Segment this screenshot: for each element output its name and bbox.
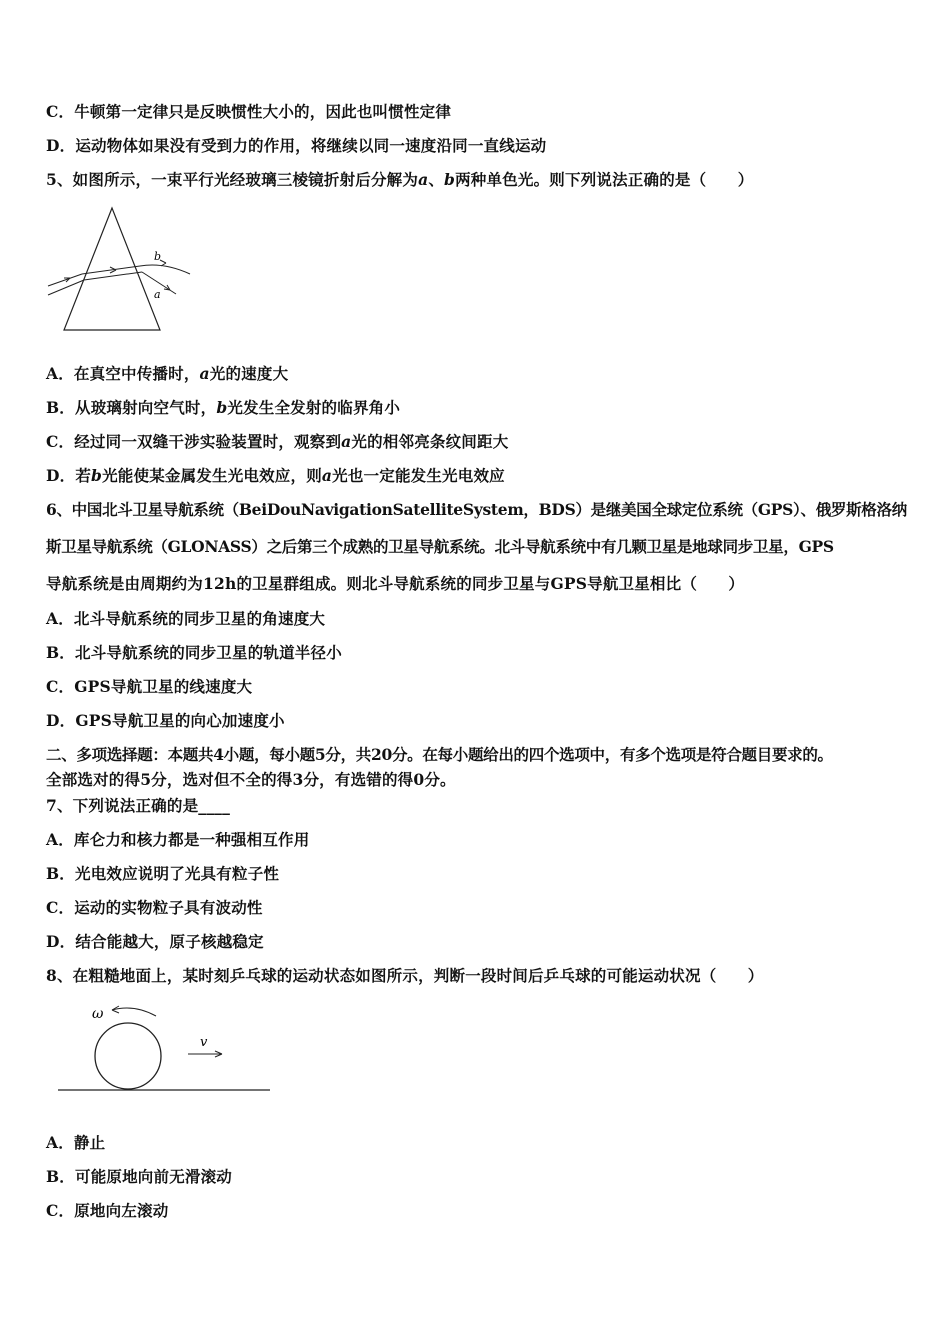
q5-stem xyxy=(46,170,753,190)
q5-optB-pre: B．从玻璃射向空气时， xyxy=(46,398,217,417)
q7-option-d: D．结合能越大，原子核越稳定 xyxy=(46,932,264,951)
q4-option-d: D．运动物体如果没有受到力的作用，将继续以同一速度沿同一直线运动 xyxy=(46,136,547,155)
q7-option-a: A．库仑力和核力都是一种强相互作用 xyxy=(46,830,310,849)
q5-stem-sep: 、 xyxy=(428,170,445,189)
omega-label: ω xyxy=(92,1006,104,1022)
q6-option-d: D．GPS导航卫星的向心加速度小 xyxy=(46,711,285,730)
q6-stem-line1: 6、中国北斗卫星导航系统（BeiDouNavigationSatelliteSystem，BDS）是继美国全球定位系统（GPS）、俄罗斯格洛纳 xyxy=(46,500,907,519)
q6-stem-line3: 导航系统是由周期约为12h的卫星群组成。则北斗导航系统的同步卫星与GPS导航卫星相比（ ） xyxy=(46,574,745,593)
section2-header-line1: 二、多项选择题：本题共4小题，每小题5分，共20分。在每小题给出的四个选项中，有多个选项是符合题目要求的。 xyxy=(46,745,833,764)
q5-optD-var1: b xyxy=(91,466,103,485)
q6-stem-line2: 斯卫星导航系统（GLONASS）之后第三个成熟的卫星导航系统。北斗导航系统中有几颗卫星是地球同步卫星，GPS xyxy=(46,537,834,556)
q5-option-b xyxy=(46,398,400,418)
q5-stem-b: b xyxy=(444,170,456,189)
q5-stem-a: a xyxy=(418,170,429,189)
q5-optB-post: 光发生全发射的临界角小 xyxy=(227,398,401,417)
q7-option-c: C．运动的实物粒子具有波动性 xyxy=(46,898,263,917)
q6-option-c: C．GPS导航卫星的线速度大 xyxy=(46,677,253,696)
ray-b xyxy=(140,265,190,274)
prism-figure xyxy=(44,200,204,340)
q8-stem: 8、在粗糙地面上，某时刻乒乓球的运动状态如图所示，判断一段时间后乒乓球的可能运动状况（ ） xyxy=(46,966,764,985)
q8-option-a: A．静止 xyxy=(46,1133,106,1152)
q5-optD-pre: D．若 xyxy=(46,466,92,485)
ball-figure xyxy=(50,998,280,1098)
q5-option-d xyxy=(46,466,505,486)
q5-optD-var2: a xyxy=(321,466,333,485)
q5-optC-post: 光的相邻亮条纹间距大 xyxy=(351,432,509,451)
q5-optC-var: a xyxy=(341,432,352,451)
q7-stem: 7、下列说法正确的是____ xyxy=(46,796,231,815)
q5-optD-mid: 光能使某金属发生光电效应，则 xyxy=(102,466,322,485)
label-a: a xyxy=(154,288,161,301)
refracted-ray-lower xyxy=(84,272,142,280)
incident-ray-upper xyxy=(48,274,82,286)
prism-triangle xyxy=(64,208,160,330)
q5-stem-post: 两种单色光。则下列说法正确的是（ ） xyxy=(455,170,754,189)
q5-option-a xyxy=(46,364,288,384)
ball xyxy=(95,1023,161,1089)
q5-optD-post: 光也一定能发生光电效应 xyxy=(332,466,505,485)
q8-option-b: B．可能原地向前无滑滚动 xyxy=(46,1167,233,1186)
q5-option-c xyxy=(46,432,508,452)
label-b: b xyxy=(154,250,162,263)
q7-option-b: B．光电效应说明了光具有粒子性 xyxy=(46,864,280,883)
q5-optC-pre: C．经过同一双缝干涉实验装置时，观察到 xyxy=(46,432,342,451)
q5-optA-pre: A．在真空中传播时， xyxy=(46,364,200,383)
q8-option-c: C．原地向左滚动 xyxy=(46,1201,169,1220)
q5-optA-var: a xyxy=(199,364,210,383)
q5-optA-post: 光的速度大 xyxy=(209,364,289,383)
q5-stem-pre: 5、如图所示，一束平行光经玻璃三棱镜折射后分解为 xyxy=(46,170,419,189)
q6-option-b: B．北斗导航系统的同步卫星的轨道半径小 xyxy=(46,643,342,662)
q4-option-c: C．牛顿第一定律只是反映惯性大小的，因此也叫惯性定律 xyxy=(46,102,452,121)
q6-option-a: A．北斗导航系统的同步卫星的角速度大 xyxy=(46,609,326,628)
v-label: v xyxy=(200,1035,208,1050)
section2-header-line2: 全部选对的得5分，选对但不全的得3分，有选错的得0分。 xyxy=(46,770,456,789)
rotation-arrow xyxy=(112,1008,156,1016)
q5-optB-var: b xyxy=(216,398,228,417)
